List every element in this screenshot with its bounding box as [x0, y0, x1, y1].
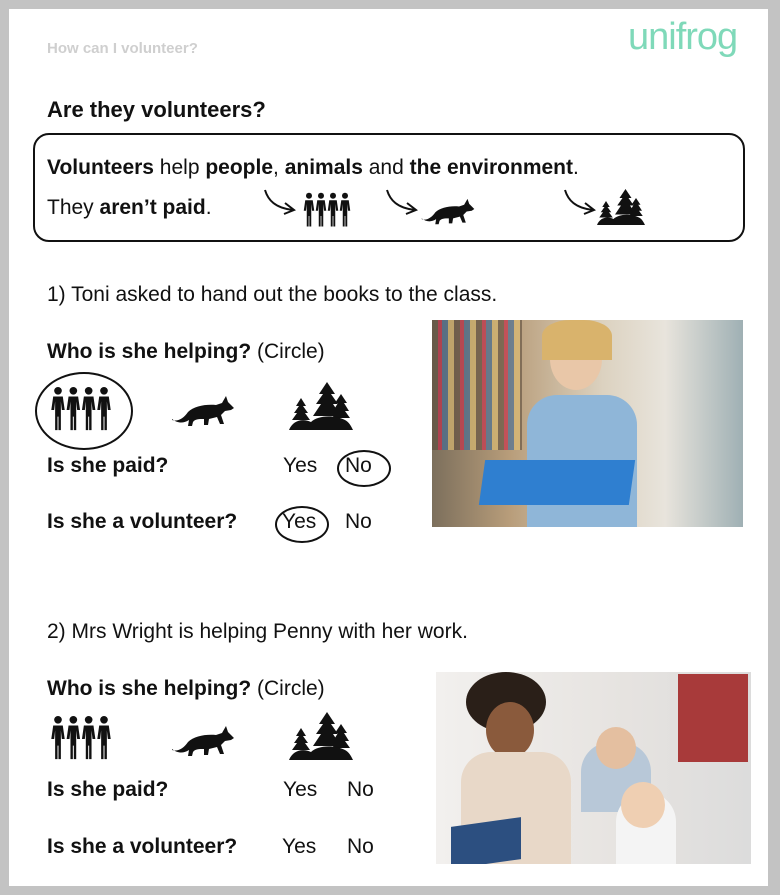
hint: (Circle)	[251, 340, 325, 363]
term-people: people	[205, 156, 274, 179]
paid-yes-option[interactable]: Yes	[283, 778, 318, 801]
arrow-icon	[563, 188, 599, 216]
definition-line-1	[47, 155, 579, 181]
volunteer-no-option[interactable]: No	[347, 835, 374, 858]
question-1-volunteer-label: Is she a volunteer?	[47, 510, 238, 533]
volunteer-yes-option[interactable]: Yes	[282, 510, 317, 533]
text: .	[205, 196, 212, 219]
label: Who is she helping?	[47, 340, 252, 363]
text: They	[47, 196, 100, 219]
arrow-icon	[385, 188, 421, 216]
hint: (Circle)	[251, 677, 325, 700]
fox-icon	[420, 193, 476, 225]
term-not-paid: aren’t paid	[99, 196, 206, 219]
people-icon[interactable]	[50, 715, 112, 761]
text: .	[573, 156, 579, 179]
text: ,	[273, 156, 285, 179]
definition-line-2	[47, 195, 212, 221]
photo-teacher-helping-pupil	[436, 672, 751, 864]
volunteer-no-option[interactable]: No	[345, 510, 372, 533]
trees-icon	[597, 188, 645, 226]
question-1-prompt: 1) Toni asked to hand out the books to the class.	[47, 283, 498, 306]
trees-icon[interactable]	[289, 710, 353, 762]
text: help	[153, 156, 206, 179]
label: Who is she helping?	[47, 677, 252, 700]
volunteer-yes-option[interactable]: Yes	[282, 835, 317, 858]
term-environment: the environment	[409, 156, 573, 179]
worksheet-subtitle: How can I volunteer?	[47, 40, 198, 57]
paid-no-option[interactable]: No	[347, 778, 374, 801]
photo-girl-with-books	[432, 320, 743, 527]
paid-no-option[interactable]: No	[345, 454, 372, 477]
definition-term: Volunteers	[47, 156, 154, 179]
paid-yes-option[interactable]: Yes	[283, 454, 318, 477]
question-2-paid-label: Is she paid?	[47, 778, 169, 801]
question-1-who-label	[47, 339, 325, 365]
people-icon[interactable]	[50, 386, 112, 432]
arrow-icon	[263, 188, 299, 216]
question-2-prompt: 2) Mrs Wright is helping Penny with her work.	[47, 620, 468, 643]
term-animals: animals	[284, 156, 363, 179]
question-1-paid-label: Is she paid?	[47, 454, 169, 477]
text: and	[362, 156, 410, 179]
fox-icon[interactable]	[170, 390, 236, 426]
question-2-who-label	[47, 676, 325, 702]
trees-icon[interactable]	[289, 380, 353, 432]
question-2-volunteer-label: Is she a volunteer?	[47, 835, 238, 858]
fox-icon[interactable]	[170, 720, 236, 756]
people-icon	[300, 192, 354, 228]
page-title: Are they volunteers?	[47, 97, 266, 122]
unifrog-logo: unifrog	[628, 16, 738, 58]
